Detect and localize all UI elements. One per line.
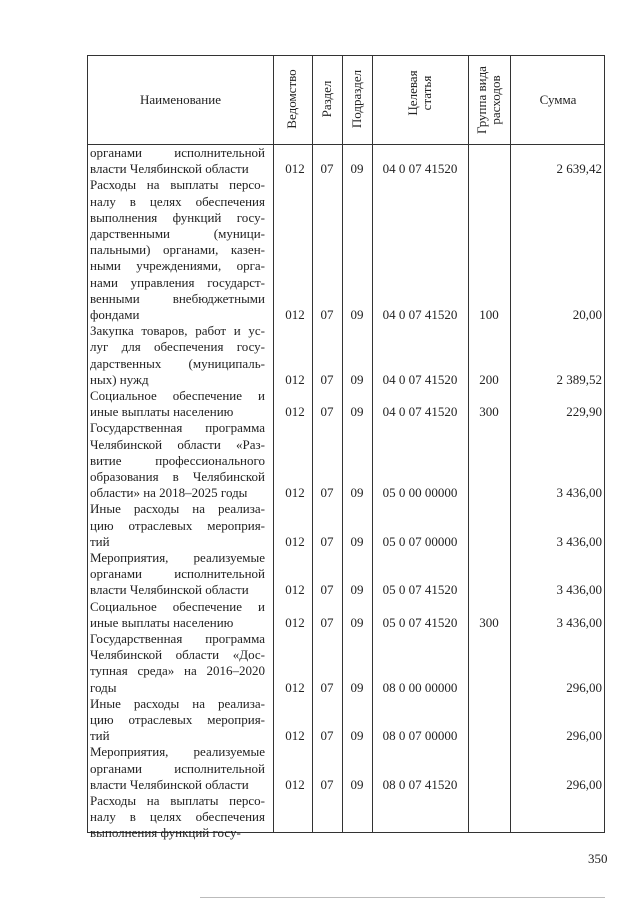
row-name — [90, 388, 265, 420]
row-summa: 3 436,00 — [556, 485, 602, 501]
row-name-line: луг для обеспечения госу- — [90, 339, 265, 355]
row-name — [90, 599, 265, 631]
row-razdel: 07 — [320, 306, 334, 322]
row-name-line: тупная среда» на 2016–2020 — [90, 663, 265, 679]
page-number: 350 — [588, 851, 608, 866]
footer-line — [200, 897, 605, 898]
row-summa: 20,00 — [572, 306, 602, 322]
table-row — [88, 501, 604, 550]
row-name — [90, 631, 265, 696]
row-gruppa: 300 — [479, 404, 499, 420]
row-name — [90, 323, 265, 388]
row-name-line: цию отраслевых мероприя- — [90, 517, 265, 533]
row-name-line: органами исполнительной — [90, 760, 265, 776]
row-name-line: дарственных (муниципаль- — [90, 355, 265, 371]
header-gruppa-line1: Группа вида — [474, 66, 489, 134]
table-row — [88, 744, 604, 793]
row-name-line: Расходы на выплаты персо- — [90, 177, 265, 193]
row-name-line: дарственными (муници- — [90, 226, 265, 241]
row-podrazdel: 09 — [350, 614, 364, 630]
header-celevaya-line1: Целевая — [405, 70, 420, 116]
row-celevaya-statya: 05 0 07 00000 — [382, 533, 458, 549]
row-name-line: Иные расходы на реализа- — [90, 695, 265, 711]
row-name-line: фондами — [90, 307, 140, 323]
row-podrazdel: 09 — [350, 404, 364, 420]
row-name-line: Иные расходы на реализа- — [90, 501, 265, 517]
row-vedomstvo: 012 — [285, 485, 305, 501]
row-name-line: иные выплаты населению — [90, 404, 234, 420]
row-name-line: тий — [90, 533, 110, 549]
row-name-line: Закупка товаров, работ и ус- — [90, 323, 265, 339]
row-gruppa: 100 — [479, 306, 499, 322]
table-row — [88, 388, 604, 420]
row-vedomstvo: 012 — [285, 679, 305, 695]
row-celevaya-statya: 05 0 07 41520 — [382, 582, 458, 598]
row-celevaya-statya: 08 0 00 00000 — [382, 679, 458, 695]
row-razdel: 07 — [320, 582, 334, 598]
table-row — [88, 323, 604, 388]
row-name-line: власти Челябинской области — [90, 776, 249, 792]
row-name-line: Мероприятия, реализуемые — [90, 744, 265, 760]
row-name-line: образования в Челябинской — [90, 469, 265, 484]
header-razdel: Раздел — [319, 80, 334, 118]
table-row — [88, 145, 604, 177]
header-celevaya-statya — [406, 47, 434, 139]
row-name — [90, 550, 265, 599]
row-vedomstvo: 012 — [285, 404, 305, 420]
row-summa: 2 389,52 — [556, 371, 602, 387]
row-celevaya-statya: 05 0 07 41520 — [382, 614, 458, 630]
row-gruppa: 200 — [479, 371, 499, 387]
table-row — [88, 420, 604, 501]
row-name — [90, 501, 265, 550]
row-name — [90, 420, 265, 501]
row-name-line: ными учреждениями, орга- — [90, 258, 265, 274]
row-celevaya-statya: 04 0 07 41520 — [382, 161, 458, 177]
row-name-line: выполнения функций госу- — [90, 825, 241, 841]
row-summa: 3 436,00 — [556, 533, 602, 549]
row-vedomstvo: 012 — [285, 371, 305, 387]
row-name-line: годы — [90, 679, 117, 695]
header-podrazdel: Подраздел — [349, 69, 364, 129]
row-celevaya-statya: 04 0 07 41520 — [382, 306, 458, 322]
row-name-line: витие профессионального — [90, 452, 265, 468]
row-name-line: тий — [90, 728, 110, 744]
header-gruppa-vida-rashodov — [475, 60, 503, 140]
row-name-line: Мероприятия, реализуемые — [90, 550, 265, 565]
budget-table — [87, 55, 605, 841]
row-name-line: власти Челябинской области — [90, 161, 249, 177]
row-summa: 296,00 — [566, 679, 602, 695]
table-row — [88, 550, 604, 599]
row-name — [90, 744, 265, 793]
row-name-line: органами исполнительной — [90, 566, 265, 582]
row-name-line: налу в целях обеспечения — [90, 193, 265, 209]
row-name-line: цию отраслевых мероприя- — [90, 712, 265, 727]
row-name-line: ных) нужд — [90, 371, 149, 387]
row-name-line: иные выплаты населению — [90, 614, 234, 630]
row-podrazdel: 09 — [350, 776, 364, 792]
row-summa: 296,00 — [566, 776, 602, 792]
row-name-line: Челябинской области «Раз- — [90, 436, 265, 452]
row-podrazdel: 09 — [350, 371, 364, 387]
row-razdel: 07 — [320, 728, 334, 744]
row-podrazdel: 09 — [350, 728, 364, 744]
row-razdel: 07 — [320, 776, 334, 792]
row-vedomstvo: 012 — [285, 728, 305, 744]
row-name-line: пальными) органами, казен- — [90, 242, 265, 258]
row-razdel: 07 — [320, 533, 334, 549]
row-podrazdel: 09 — [350, 582, 364, 598]
row-name — [90, 177, 265, 323]
table-row — [88, 599, 604, 631]
row-summa: 3 436,00 — [556, 582, 602, 598]
row-podrazdel: 09 — [350, 533, 364, 549]
header-celevaya-line2: статья — [419, 75, 434, 111]
row-celevaya-statya: 04 0 07 41520 — [382, 371, 458, 387]
row-summa: 2 639,42 — [556, 161, 602, 177]
row-name-line: венными внебюджетными — [90, 290, 265, 306]
row-name-line: Расходы на выплаты персо- — [90, 793, 265, 808]
table-row — [88, 177, 604, 323]
row-name-line: органами исполнительной — [90, 145, 265, 160]
header-vedomstvo: Ведомство — [284, 69, 299, 129]
row-name-line: Государственная программа — [90, 420, 265, 436]
row-name-line: области» на 2018–2025 годы — [90, 485, 248, 501]
header-name: Наименование — [140, 92, 221, 107]
row-celevaya-statya: 05 0 00 00000 — [382, 485, 458, 501]
row-vedomstvo: 012 — [285, 614, 305, 630]
row-podrazdel: 09 — [350, 161, 364, 177]
row-celevaya-statya: 08 0 07 00000 — [382, 728, 458, 744]
row-name-line: Челябинской области «Дос- — [90, 647, 265, 663]
row-name — [90, 696, 265, 745]
table-row — [88, 631, 604, 696]
row-vedomstvo: 012 — [285, 533, 305, 549]
row-vedomstvo: 012 — [285, 582, 305, 598]
row-razdel: 07 — [320, 161, 334, 177]
row-name-line: Социальное обеспечение и — [90, 598, 265, 614]
row-name-line: Социальное обеспечение и — [90, 388, 265, 403]
header-gruppa-line2: расходов — [488, 75, 503, 125]
row-podrazdel: 09 — [350, 306, 364, 322]
row-name — [90, 145, 265, 177]
row-name-line: власти Челябинской области — [90, 582, 249, 598]
row-vedomstvo: 012 — [285, 161, 305, 177]
row-summa: 296,00 — [566, 728, 602, 744]
row-celevaya-statya: 08 0 07 41520 — [382, 776, 458, 792]
row-podrazdel: 09 — [350, 679, 364, 695]
row-razdel: 07 — [320, 371, 334, 387]
row-name-line: выполнения функций госу- — [90, 209, 265, 225]
row-vedomstvo: 012 — [285, 776, 305, 792]
row-name-line: нами управления государст- — [90, 274, 265, 290]
row-podrazdel: 09 — [350, 485, 364, 501]
row-summa: 229,90 — [566, 404, 602, 420]
row-razdel: 07 — [320, 614, 334, 630]
row-gruppa: 300 — [479, 614, 499, 630]
row-name-line: Государственная программа — [90, 631, 265, 646]
row-razdel: 07 — [320, 485, 334, 501]
row-name-line: налу в целях обеспечения — [90, 809, 265, 825]
row-summa: 3 436,00 — [556, 614, 602, 630]
row-razdel: 07 — [320, 404, 334, 420]
row-celevaya-statya: 04 0 07 41520 — [382, 404, 458, 420]
table-row — [88, 696, 604, 745]
header-summa: Сумма — [539, 92, 577, 107]
row-name — [90, 793, 265, 842]
table-row — [88, 793, 604, 842]
row-vedomstvo: 012 — [285, 306, 305, 322]
row-razdel: 07 — [320, 679, 334, 695]
